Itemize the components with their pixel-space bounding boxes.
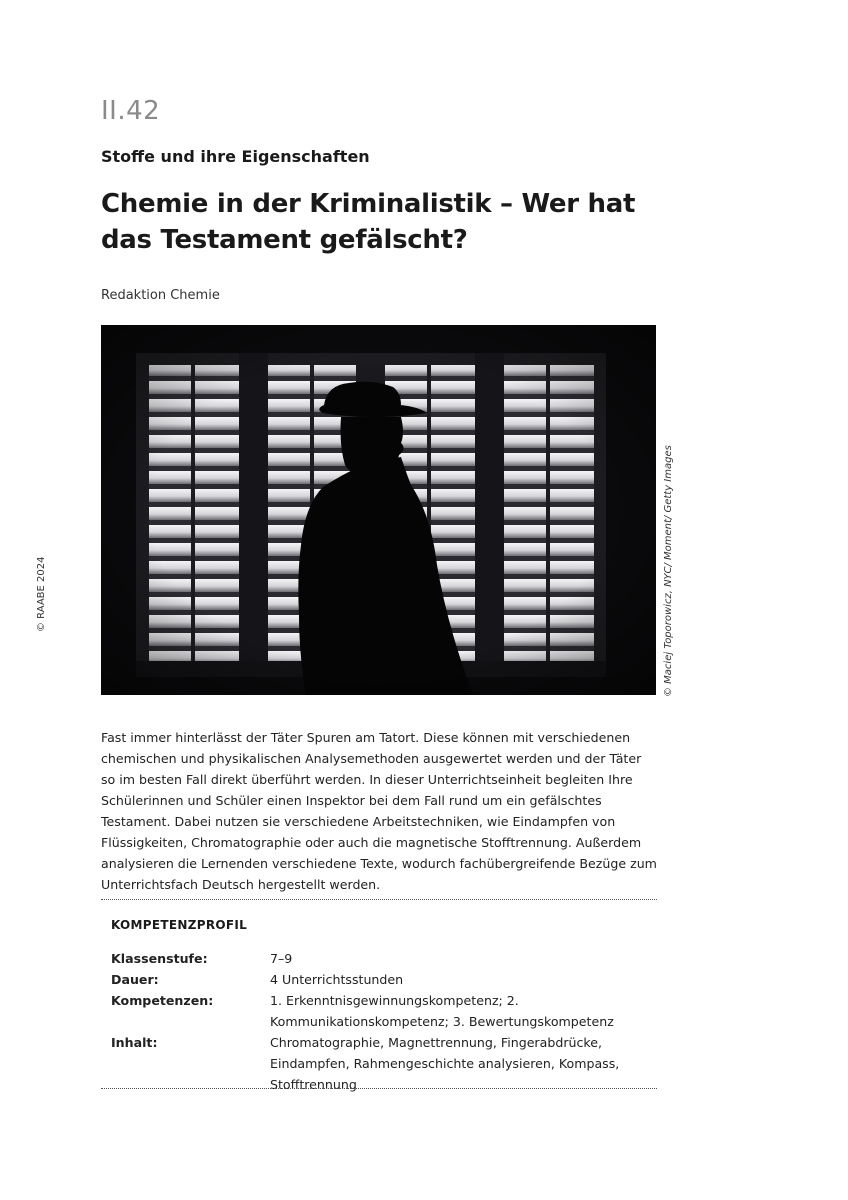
competence-profile (111, 948, 651, 1095)
profile-value: 7–9 (270, 951, 293, 966)
side-copyright: © RAABE 2024 (36, 556, 47, 632)
profile-label: Kompetenzen: (111, 993, 214, 1008)
profile-row-duration (111, 969, 651, 990)
profile-row-content (111, 1032, 651, 1095)
profile-value: 1. Erkenntnisgewinnungskompetenz; 2. Kommunikationskompetenz; 3. Bewertungskompetenz (270, 993, 614, 1029)
photo-illustration (101, 325, 656, 695)
profile-heading: KOMPETENZPROFIL (111, 918, 248, 932)
profile-label: Inhalt: (111, 1035, 158, 1050)
profile-row-grade (111, 948, 651, 969)
profile-label: Dauer: (111, 972, 159, 987)
author-line: Redaktion Chemie (101, 288, 220, 303)
profile-value: 4 Unterrichtsstunden (270, 972, 404, 987)
detective-silhouette-image (101, 325, 656, 695)
divider-top (101, 899, 657, 900)
profile-label: Klassenstufe: (111, 951, 208, 966)
unit-code: II.42 (101, 96, 161, 126)
page-title: Chemie in der Kriminalistik – Wer hat das Testament gefälscht? (101, 189, 636, 255)
divider-bottom (101, 1088, 657, 1089)
profile-value: Chromatographie, Magnettrennung, Fingerabdrücke, Eindampfen, Rahmengeschichte analysieren, Kompass, Stofftrennung (270, 1035, 620, 1092)
topic-heading: Stoffe und ihre Eigenschaften (101, 147, 370, 166)
intro-paragraph: Fast immer hinterlässt der Täter Spuren am Tatort. Diese können mit verschiedenen chemischen und physikalischen Analysemethoden ausgewertet werden und der Täter so im besten Fall direkt überführt werden. In dieser Unterrichtseinheit begleiten Ihre Schülerinnen und Schüler einen Inspektor bei dem Fall rund um ein gefälschtes Testament. Dabei nutzen sie verschiedene Arbeitstechniken, wie Eindampfen von Flüssigkeiten, Chromatographie oder auch die magnetische Stofftrennung. Außerdem analysieren die Lernenden verschiedene Texte, wodurch fachübergreifende Bezüge zum Unterrichtsfach Deutsch hergestellt werden. (101, 730, 657, 892)
profile-row-competences (111, 990, 651, 1032)
photo-credit: © Maciej Toporowicz, NYC/ Moment/ Getty Images (663, 445, 674, 697)
